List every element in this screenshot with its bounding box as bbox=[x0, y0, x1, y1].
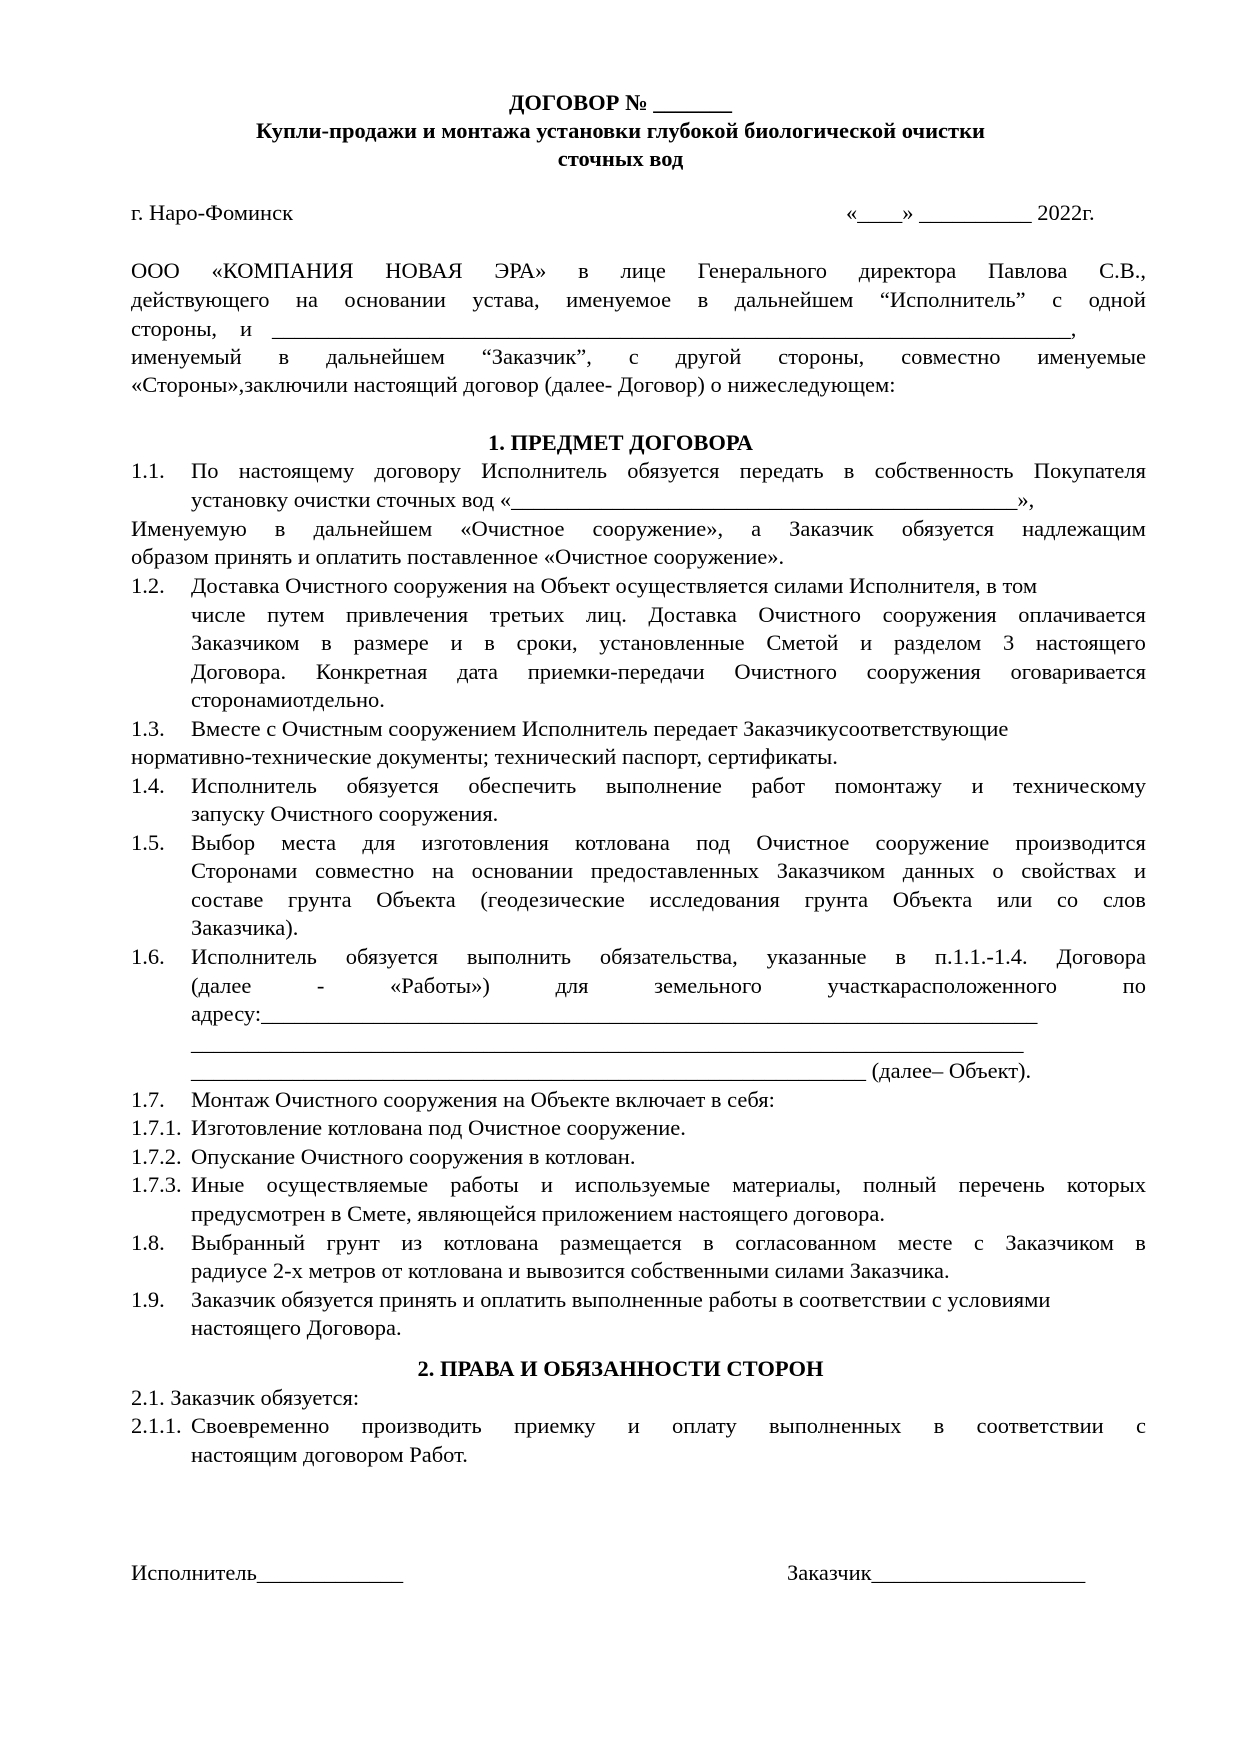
preamble-line-5: «Стороны»,заключили настоящий договор (далее- Договор) о нижеследующем: bbox=[131, 372, 896, 397]
word: «Очистное bbox=[460, 516, 565, 541]
word: места bbox=[281, 830, 337, 855]
clause-number: 1.1. bbox=[131, 458, 165, 483]
clause-1-2-line-4 bbox=[191, 657, 1146, 686]
word: которых bbox=[1066, 1172, 1146, 1197]
word: о bbox=[992, 858, 1004, 883]
preamble-line-2 bbox=[131, 285, 1146, 314]
customer-signature-line: Заказчик___________________ bbox=[787, 1560, 1086, 1585]
word: Исполнитель bbox=[481, 458, 607, 483]
word: под bbox=[696, 830, 731, 855]
word: Договора. bbox=[191, 659, 287, 684]
preamble-line-3a: стороны, bbox=[131, 316, 218, 341]
word: (далее bbox=[191, 973, 252, 998]
word: Доставка bbox=[648, 602, 737, 627]
word: выполнение bbox=[605, 773, 722, 798]
word: обязуется bbox=[901, 516, 995, 541]
word: сооружения bbox=[882, 602, 997, 627]
word: Очистное bbox=[756, 830, 850, 855]
word: Именуемую bbox=[131, 516, 247, 541]
clause-1-8-line-2: радиусе 2-х метров от котлована и вывозится собственными силами Заказчика. bbox=[191, 1258, 950, 1283]
word: с bbox=[628, 344, 639, 369]
word: привлечения bbox=[346, 602, 469, 627]
clause-1-7: Монтаж Очистного сооружения на Объекте включает в себя: bbox=[191, 1087, 775, 1112]
clause-1-8-line-1 bbox=[191, 1228, 1146, 1257]
word: стороны, bbox=[778, 344, 865, 369]
word: с bbox=[973, 1230, 984, 1255]
word: приемки-передачи bbox=[527, 659, 705, 684]
word: Сметой bbox=[766, 630, 839, 655]
clause-1-2-line-2 bbox=[191, 600, 1146, 629]
clause-1-9-line-2: настоящего Договора. bbox=[191, 1315, 402, 1340]
word: другой bbox=[675, 344, 742, 369]
word: помонтажу bbox=[834, 773, 942, 798]
word: надлежащим bbox=[1022, 516, 1146, 541]
word: осуществляемые bbox=[266, 1172, 429, 1197]
word: грунта bbox=[288, 887, 352, 912]
word: свойствах bbox=[1021, 858, 1117, 883]
clause-number: 1.6. bbox=[131, 944, 165, 969]
word: По bbox=[191, 458, 219, 483]
word: для bbox=[555, 973, 589, 998]
word: в bbox=[321, 630, 332, 655]
word: и bbox=[860, 630, 873, 655]
clause-2-1: 2.1. Заказчик обязуется: bbox=[131, 1385, 360, 1410]
clause-number: 1.7.3. bbox=[131, 1172, 182, 1197]
clause-number: 1.7. bbox=[131, 1087, 165, 1112]
clause-1-3-line-2: нормативно-технические документы; технический паспорт, сертификаты. bbox=[131, 744, 838, 769]
contract-title: ДОГОВОР № _______ bbox=[508, 90, 733, 115]
word: путем bbox=[267, 602, 325, 627]
contract-place: г. Наро-Фоминск bbox=[131, 200, 294, 225]
word: на bbox=[295, 287, 318, 312]
word: и bbox=[971, 773, 984, 798]
word: Выбор bbox=[191, 830, 256, 855]
word: директора bbox=[858, 258, 957, 283]
word: изготовления bbox=[421, 830, 549, 855]
word: в bbox=[274, 516, 286, 541]
contract-subtitle-cont: сточных вод bbox=[557, 146, 684, 171]
word: дальнейшем bbox=[734, 287, 854, 312]
word: Объекта bbox=[376, 887, 456, 912]
word: настоящему bbox=[238, 458, 355, 483]
word: именуемое bbox=[566, 287, 672, 312]
clause-1-5-line-2 bbox=[191, 856, 1146, 885]
word: исследования bbox=[649, 887, 780, 912]
clause-1-2-line-5: сторонамиотдельно. bbox=[191, 687, 385, 712]
word: 3 bbox=[1002, 630, 1015, 655]
clause-number: 2.1.1. bbox=[131, 1413, 182, 1438]
word: грунта bbox=[804, 887, 869, 912]
word: выполненных bbox=[768, 1413, 902, 1438]
clause-1-6-address-blank: адресу:_____________________________________________________________________ bbox=[191, 1001, 1038, 1026]
clause-1-6-address-blank-3: ____________________________________________________________ (далее– Объект). bbox=[191, 1058, 1032, 1083]
word: третьих bbox=[489, 602, 565, 627]
word: “Исполнитель” bbox=[879, 287, 1026, 312]
word: Своевременно bbox=[191, 1413, 330, 1438]
word: со bbox=[1056, 887, 1079, 912]
word: Договора bbox=[1056, 944, 1146, 969]
word: производить bbox=[361, 1413, 482, 1438]
word: участкарасположенного bbox=[827, 973, 1058, 998]
word: Объекта bbox=[892, 887, 973, 912]
word: установленные bbox=[599, 630, 745, 655]
word: в bbox=[697, 287, 709, 312]
word: основании bbox=[471, 858, 574, 883]
clause-1-1-line-3 bbox=[131, 514, 1146, 543]
clause-2-1-1-line-2: настоящим договором Работ. bbox=[191, 1442, 468, 1467]
clause-1-1-line-1 bbox=[191, 456, 1146, 485]
word: по bbox=[1122, 973, 1146, 998]
word: дата bbox=[457, 659, 499, 684]
word: Заказчик bbox=[789, 516, 874, 541]
word: совместно bbox=[314, 858, 415, 883]
clause-1-5-line-3 bbox=[191, 885, 1146, 914]
word: Покупателя bbox=[1033, 458, 1146, 483]
clause-1-6-address-blank-2: __________________________________________________________________________ bbox=[191, 1030, 1024, 1055]
clause-1-4-line-1 bbox=[191, 771, 1146, 800]
preamble-line-4 bbox=[131, 342, 1146, 371]
word: - bbox=[316, 973, 325, 998]
word: договору bbox=[374, 458, 461, 483]
word: Заказчиком bbox=[1005, 1230, 1114, 1255]
word: составе bbox=[191, 887, 264, 912]
word: Иные bbox=[191, 1172, 245, 1197]
clause-1-7-3-line-2: предусмотрен в Смете, являющейся приложением настоящего договора. bbox=[191, 1201, 885, 1226]
word: Генерального bbox=[697, 258, 828, 283]
word: сооружение bbox=[875, 830, 990, 855]
clause-1-6-line-1 bbox=[191, 942, 1146, 971]
word: С.В., bbox=[1099, 258, 1146, 283]
word: приемку bbox=[514, 1413, 596, 1438]
word: разделом bbox=[893, 630, 982, 655]
word: и bbox=[450, 630, 463, 655]
preamble-line-1 bbox=[131, 256, 1146, 285]
word: техническому bbox=[1013, 773, 1146, 798]
word: Исполнитель bbox=[191, 773, 317, 798]
word: оплату bbox=[672, 1413, 737, 1438]
word: «Работы») bbox=[390, 973, 490, 998]
word: сроки, bbox=[516, 630, 578, 655]
word: «КОМПАНИЯ bbox=[211, 258, 354, 283]
word: обязуется bbox=[627, 458, 720, 483]
word: данных bbox=[902, 858, 975, 883]
clause-number: 1.8. bbox=[131, 1230, 165, 1255]
word: именуемый bbox=[131, 344, 242, 369]
word: и bbox=[540, 1172, 553, 1197]
word: работ bbox=[751, 773, 805, 798]
word: или bbox=[996, 887, 1033, 912]
clause-1-7-3-line-1 bbox=[191, 1170, 1146, 1199]
word: Конкретная bbox=[315, 659, 428, 684]
word: с bbox=[1052, 287, 1063, 312]
word: согласованном bbox=[735, 1230, 877, 1255]
word: оговаривается bbox=[1010, 659, 1146, 684]
clause-1-6-line-2 bbox=[191, 971, 1146, 1000]
word: Выбранный bbox=[191, 1230, 306, 1255]
clause-1-1-line-4: образом принять и оплатить поставленное «Очистное сооружение». bbox=[131, 544, 785, 569]
section-1-title: 1. ПРЕДМЕТ ДОГОВОРА bbox=[488, 430, 753, 455]
word: перечень bbox=[958, 1172, 1045, 1197]
word: обеспечить bbox=[468, 773, 577, 798]
word: выполнить bbox=[466, 944, 572, 969]
clause-2-1-1-line-1 bbox=[191, 1411, 1146, 1440]
word: в bbox=[278, 344, 290, 369]
word: передать bbox=[739, 458, 824, 483]
contract-date: «____» __________ 2022г. bbox=[846, 200, 1095, 225]
word: в bbox=[895, 944, 907, 969]
word: в bbox=[484, 630, 495, 655]
word: котлована bbox=[575, 830, 670, 855]
word: на bbox=[431, 858, 454, 883]
word: и bbox=[1133, 858, 1146, 883]
word: НОВАЯ bbox=[385, 258, 463, 283]
section-2-title: 2. ПРАВА И ОБЯЗАННОСТИ СТОРОН bbox=[417, 1356, 824, 1381]
executor-signature-line: Исполнитель_____________ bbox=[131, 1560, 404, 1585]
clause-1-5-line-1 bbox=[191, 828, 1146, 857]
clause-number: 1.9. bbox=[131, 1287, 165, 1312]
word: Заказчиком bbox=[191, 630, 300, 655]
clause-1-2-line-3 bbox=[191, 628, 1146, 657]
word: размещается bbox=[559, 1230, 682, 1255]
word: из bbox=[401, 1230, 423, 1255]
word: месте bbox=[897, 1230, 953, 1255]
word: в bbox=[1135, 1230, 1146, 1255]
word: в bbox=[703, 1230, 714, 1255]
clause-1-7-1: Изготовление котлована под Очистное сооружение. bbox=[191, 1115, 686, 1140]
clause-1-7-2: Опускание Очистного сооружения в котлован. bbox=[191, 1144, 636, 1169]
clause-1-4-line-2: запуску Очистного сооружения. bbox=[191, 801, 499, 826]
word: Павлова bbox=[987, 258, 1068, 283]
word: одной bbox=[1088, 287, 1146, 312]
word: Сторонами bbox=[191, 858, 298, 883]
clause-1-5-line-4: Заказчика). bbox=[191, 915, 299, 940]
word: собственность bbox=[874, 458, 1014, 483]
contract-subtitle: Купли-продажи и монтажа установки глубокой биологической очистки bbox=[255, 118, 986, 143]
word: указанные bbox=[766, 944, 867, 969]
clause-number: 1.4. bbox=[131, 773, 165, 798]
word: размере bbox=[353, 630, 429, 655]
clause-1-2-line-1: Доставка Очистного сооружения на Объект осуществляется силами Исполнителя, в том bbox=[191, 573, 1038, 598]
word: дальнейшем bbox=[326, 344, 445, 369]
word: устава, bbox=[472, 287, 540, 312]
clause-1-3-line-1: Вместе с Очистным сооружением Исполнитель передает Заказчикусоответствующие bbox=[191, 716, 1009, 741]
word: земельного bbox=[654, 973, 762, 998]
word: работы bbox=[450, 1172, 519, 1197]
word: материалы, bbox=[732, 1172, 841, 1197]
word: лиц. bbox=[585, 602, 627, 627]
word: в bbox=[843, 458, 855, 483]
word: слов bbox=[1102, 887, 1146, 912]
word: оплачивается bbox=[1018, 602, 1146, 627]
word: ЭРА» bbox=[494, 258, 547, 283]
word: грунт bbox=[326, 1230, 380, 1255]
word: котлована bbox=[443, 1230, 539, 1255]
word: в bbox=[933, 1413, 945, 1438]
word: ООО bbox=[131, 258, 180, 283]
clause-1-9-line-1: Заказчик обязуется принять и оплатить выполненные работы в соответствии с условиями bbox=[191, 1287, 1051, 1312]
word: предоставленных bbox=[590, 858, 760, 883]
word: п.1.1.-1.4. bbox=[934, 944, 1028, 969]
word: Заказчиком bbox=[776, 858, 886, 883]
word: в bbox=[578, 258, 589, 283]
word: обязательства, bbox=[599, 944, 738, 969]
word: полный bbox=[863, 1172, 937, 1197]
word: (геодезические bbox=[480, 887, 625, 912]
word: Очистного bbox=[734, 659, 837, 684]
word: совместно bbox=[901, 344, 1001, 369]
word: производится bbox=[1015, 830, 1146, 855]
word: настоящего bbox=[1035, 630, 1146, 655]
word: “Заказчик”, bbox=[481, 344, 592, 369]
word: обязуется bbox=[345, 944, 439, 969]
word: дальнейшем bbox=[313, 516, 433, 541]
word: используемые bbox=[574, 1172, 711, 1197]
word: действующего bbox=[131, 287, 270, 312]
word: с bbox=[1135, 1413, 1146, 1438]
word: сооружение», bbox=[592, 516, 724, 541]
word: основании bbox=[344, 287, 446, 312]
clause-number: 1.7.2. bbox=[131, 1144, 182, 1169]
word: Очистного bbox=[758, 602, 862, 627]
word: и bbox=[627, 1413, 640, 1438]
word: соответствии bbox=[976, 1413, 1104, 1438]
word: обязуется bbox=[346, 773, 439, 798]
clause-number: 1.2. bbox=[131, 573, 165, 598]
preamble-line-3b: и bbox=[240, 316, 253, 341]
clause-number: 1.3. bbox=[131, 716, 165, 741]
word: лице bbox=[620, 258, 666, 283]
word: а bbox=[751, 516, 762, 541]
clause-number: 1.7.1. bbox=[131, 1115, 182, 1140]
word: для bbox=[362, 830, 396, 855]
word: числе bbox=[191, 602, 246, 627]
word: именуемые bbox=[1037, 344, 1146, 369]
clause-1-1-line-2: установку очистки сточных вод «_____________________________________________», bbox=[191, 487, 1035, 512]
preamble-party-blank: _______________________________________________________________________, bbox=[272, 316, 1077, 341]
word: сооружения bbox=[866, 659, 981, 684]
clause-number: 1.5. bbox=[131, 830, 165, 855]
word: Исполнитель bbox=[191, 944, 317, 969]
